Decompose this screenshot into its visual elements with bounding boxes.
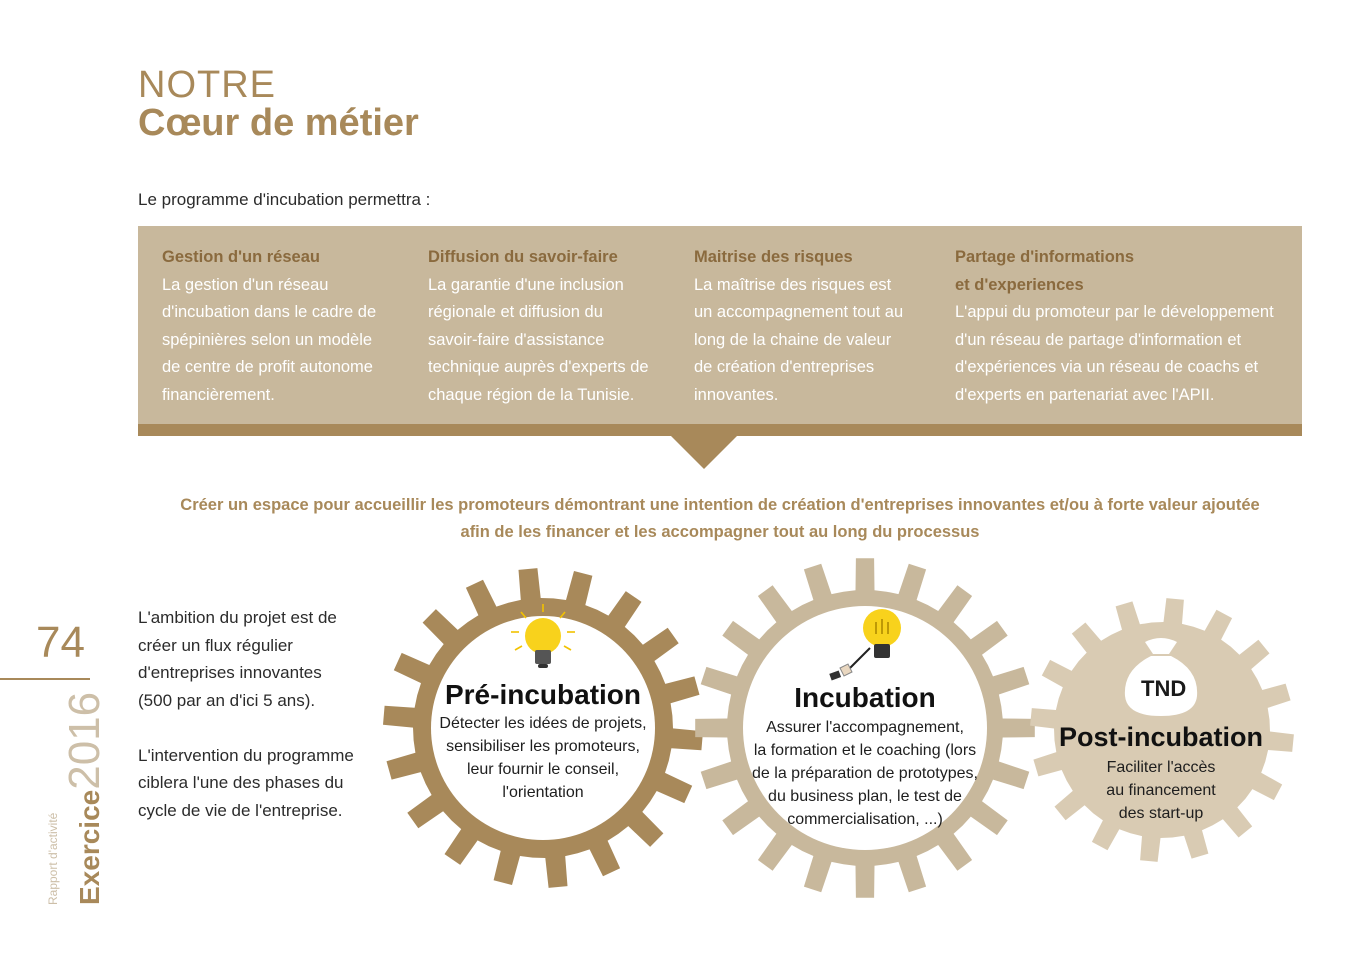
phase-text: Faciliter l'accès au financement des start-up bbox=[1106, 759, 1216, 822]
exercise-label: Exercice bbox=[74, 789, 105, 905]
phase-pre-incubation bbox=[418, 678, 668, 804]
phase-title: Pré-incubation bbox=[444, 679, 641, 710]
column-text: La gestion d'un réseau d'incubation dans le cadre de spépinières selon un modèle de centre de profit autonome financièrement. bbox=[162, 275, 377, 404]
mission-statement: Créer un espace pour accueillir les promoteurs démontrant une intention de création d'entreprises innovantes et/ou à forte valeur ajoutée afin de les financer et les accompagner tout au long du processus bbox=[180, 496, 1260, 541]
page-number: 74 bbox=[36, 618, 85, 667]
column-heading: Partage d'informations et d'experiences bbox=[955, 248, 1135, 294]
column-text: L'appui du promoteur par le développement d'un réseau de partage d'information et d'expériences via un réseau de coachs et d'experts en partenariat avec l'APII. bbox=[955, 303, 1274, 404]
report-label: Rapport d'activité bbox=[46, 812, 60, 905]
column-text: La garantie d'une inclusion régionale et diffusion du savoir-faire d'assistance technique auprès d'experts de chaque région de la Tunisie. bbox=[428, 275, 649, 404]
phase-text: Détecter les idées de projets, sensibiliser les promoteurs, leur fournir le conseil, l'orientation bbox=[439, 715, 647, 801]
phase-text: Assurer l'accompagnement, la formation et le coaching (lors de la préparation de prototypes, du business plan, le test de commercialisation, ...) bbox=[752, 719, 978, 828]
column-heading: Diffusion du savoir-faire bbox=[428, 248, 618, 266]
column-text: La maîtrise des risques est un accompagnement tout au long de la chaine de valeur de création d'entreprises innovantes. bbox=[694, 275, 904, 404]
page-title: Cœur de métier bbox=[138, 102, 419, 144]
intro-text: Le programme d'incubation permettra : bbox=[138, 190, 431, 209]
year-label: 2016 bbox=[60, 691, 109, 790]
title-notre: NOTRE bbox=[138, 64, 276, 106]
phase-title: Incubation bbox=[794, 682, 936, 713]
phase-title: Post-incubation bbox=[1059, 722, 1263, 752]
phase-incubation bbox=[735, 680, 995, 831]
phase-post-incubation bbox=[1041, 718, 1281, 825]
currency-badge: TND bbox=[1141, 676, 1187, 701]
ambition-text: L'ambition du projet est de créer un flux régulier d'entreprises innovantes (500 par an d'ici 5 ans). L'intervention du programme ciblera l'une des phases du cycle de vie de l'entreprise. bbox=[138, 608, 354, 820]
column-heading: Gestion d'un réseau bbox=[162, 248, 320, 266]
column-heading: Maitrise des risques bbox=[694, 248, 853, 266]
